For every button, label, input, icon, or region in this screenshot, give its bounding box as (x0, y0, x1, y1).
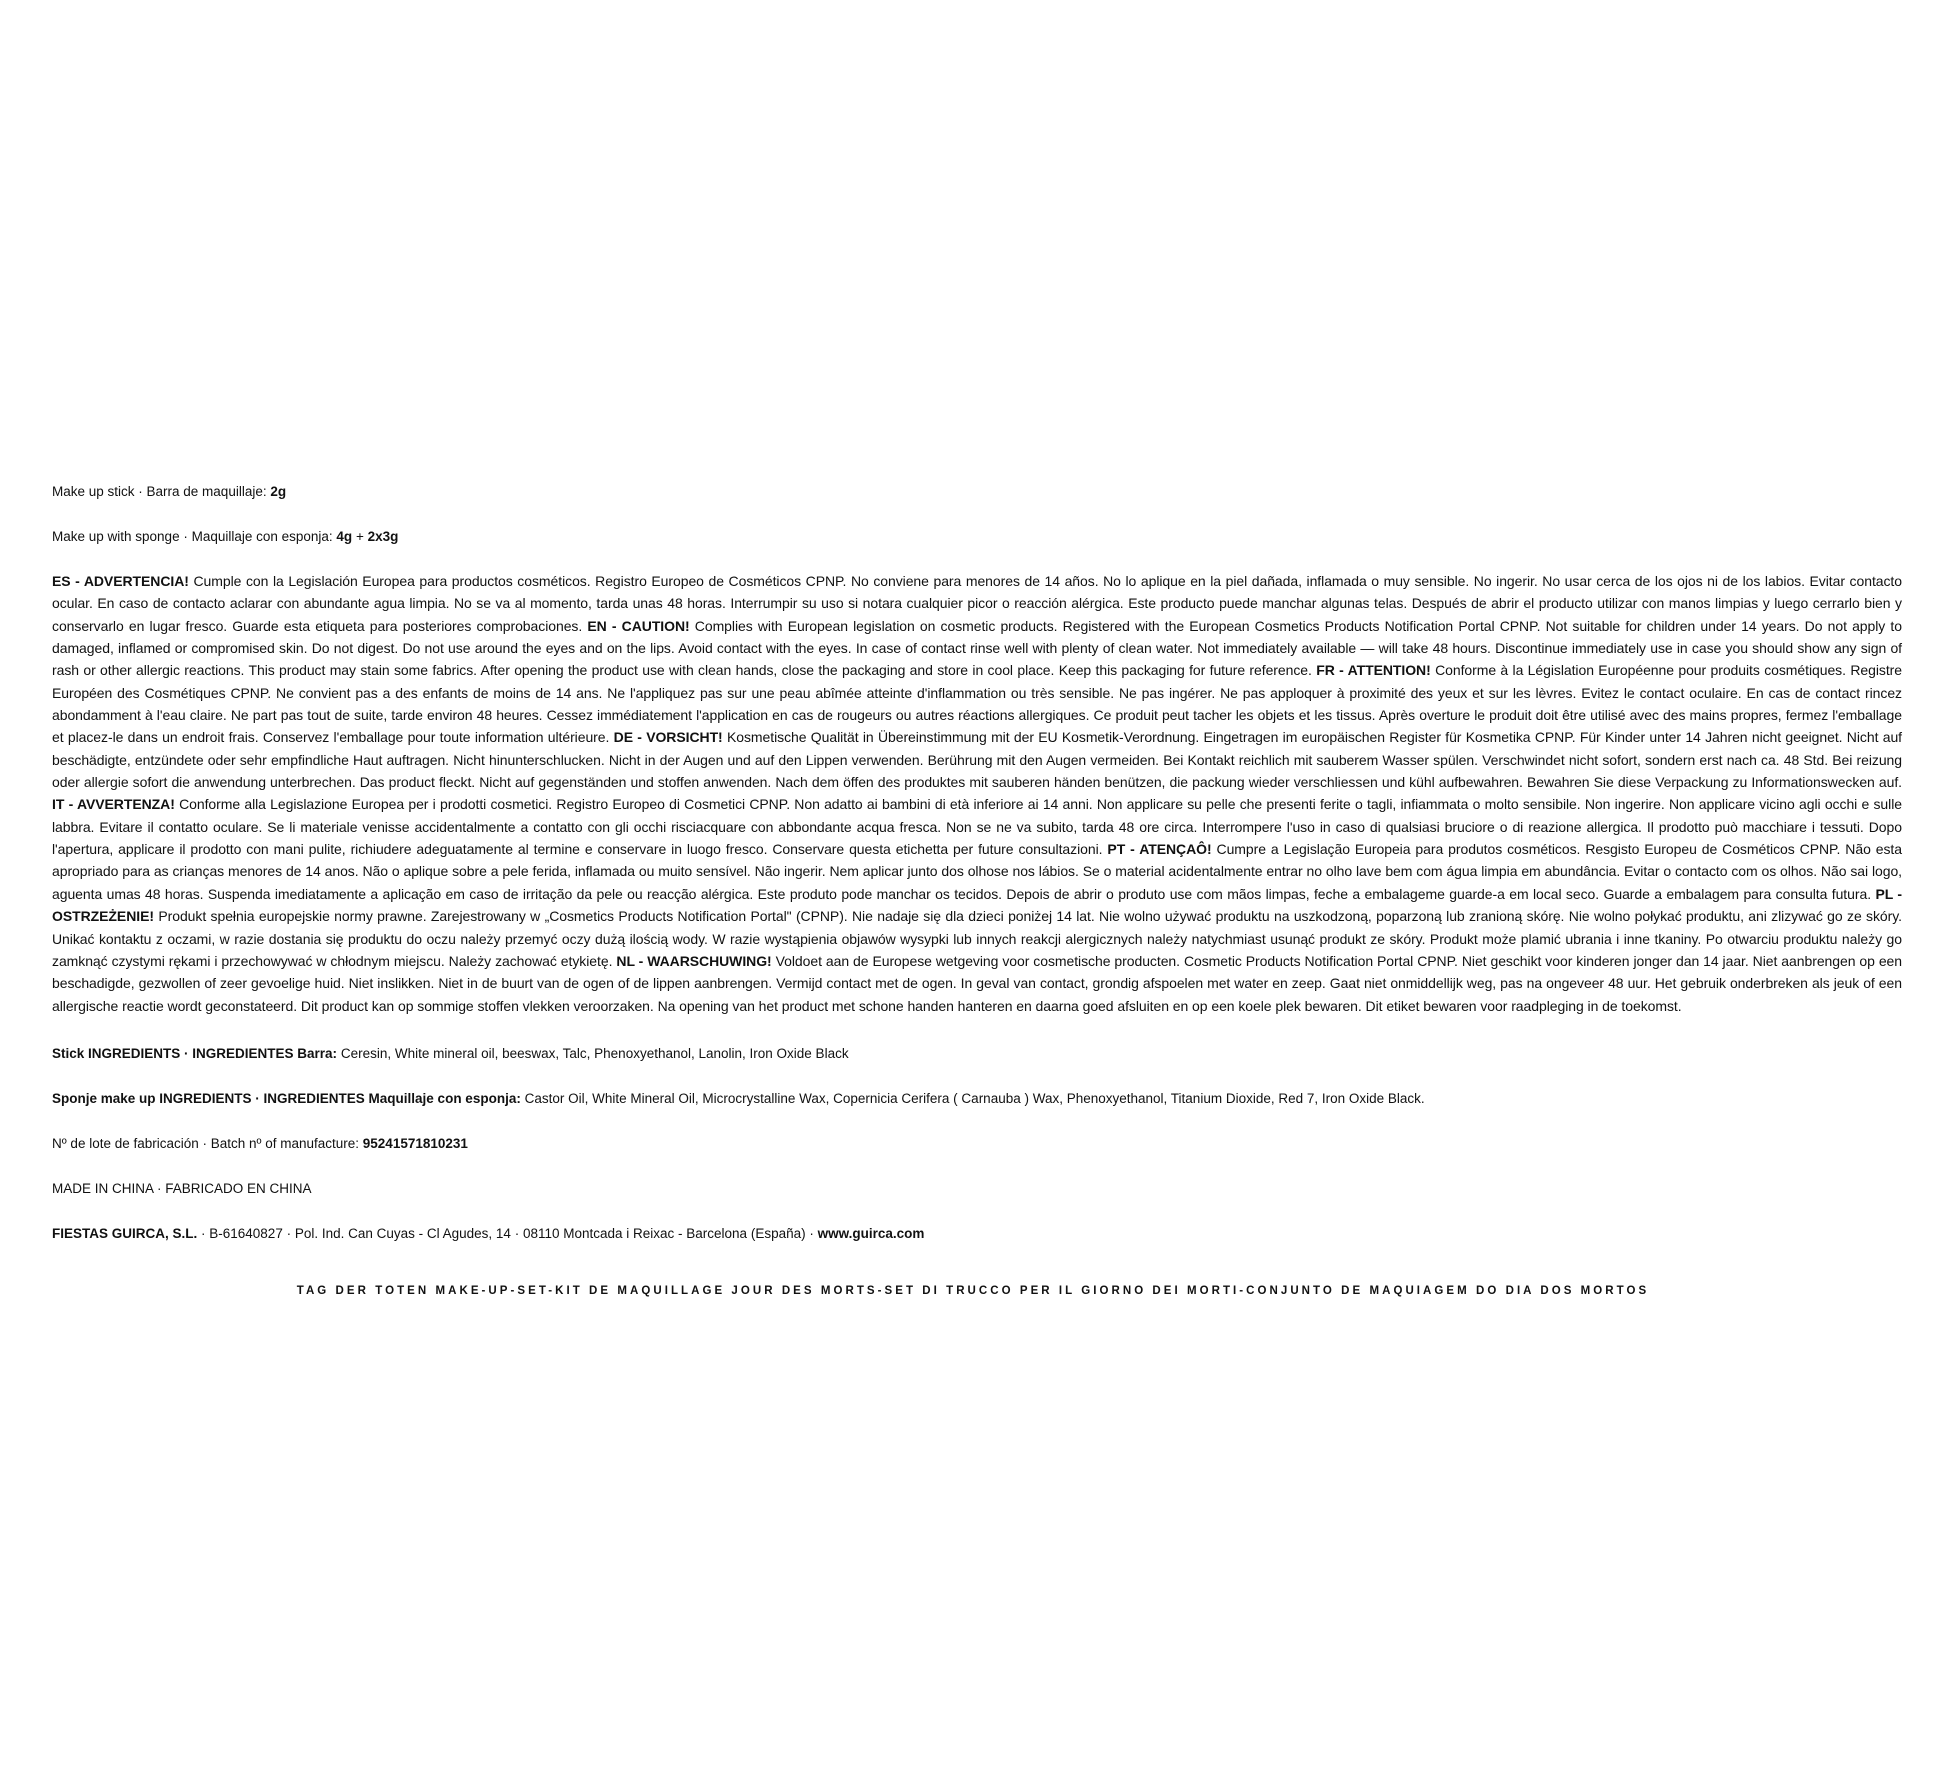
stick-ingredients-line (52, 1045, 849, 1063)
warning-text-pt: Cumpre a Legislação Europeia para produtos cosméticos. Resgisto Europeu de Cosméticos CPNP. Não esta apropriado para as crianças menores de 14 anos. Não o aplique sobre a pele ferida, inflamada ou muito sensível. Não ingerir. Nem aplicar junto dos olhose nos lábios. Se o material acidentalmente entrar no olho lave bem com água limpia em abundância. Evitar o contacto com os olhos. Não sai logo, aguenta umas 48 horas. Suspenda imediatamente a aplicação em caso de irritação da pele ou reacção alérgica. Este produto pode manchar os tecidos. Depois de abrir o produto use com mãos limpas, feche a embalageme guarde-a em local seco. Guarde a embalagem para consulta futura. (52, 841, 1902, 902)
sponge-ingredients-text: Castor Oil, White Mineral Oil, Microcrystalline Wax, Copernicia Cerifera ( Carnauba ) Wax, Phenoxyethanol, Titanium Dioxide, Red 7, Iron Oxide Black. (520, 1091, 1425, 1106)
company-address: · B-61640827 · Pol. Ind. Can Cuyas - Cl Agudes, 14 · 08110 Montcada i Reixac - Barcelona (España) · (197, 1226, 818, 1241)
multilingual-warnings (52, 570, 1902, 1017)
warning-heading-nl: NL - WAARSCHUWING! (616, 952, 772, 969)
warning-heading-fr: FR - ATTENTION! (1316, 662, 1431, 679)
warning-text-en: Complies with European legislation on cosmetic products. Registered with the European Cosmetics Products Notification Portal CPNP. Not suitable for children under 14 years. Do not apply to damaged, inflamed or compromised skin. Do not digest. Do not use around the eyes and on the lips. Avoid contact with the eyes. In case of contact rinse well with plenty of clean water. Not immediately available — will take 48 hours. Discontinue immediately use in case you should show any sign of rash or other allergic reactions. This product may stain some fabrics. After opening the product use with clean hands, close the packaging and store in cool place. Keep this packaging for future reference. (52, 617, 1902, 679)
warning-heading-en: EN - CAUTION! (587, 617, 690, 634)
warning-text-it: Conforme alla Legislazione Europea per i prodotti cosmetici. Registro Europeo di Cosmetici CPNP. Non adatto ai bambini di età inferiore ai 14 anni. Non applicare su pelle che presenti ferite o tagli, infiammata o molto sensibile. Non ingerire. Non applicare vicino agli occhi e sulle labbra. Evitare il contatto oculare. Se li materiale venisse accidentalmente a contatto con gli occhi risciacquare con abbondante acqua fresca. Non se ne va subito, tarda 48 ore circa. Interrompere l'uso in caso di qualsiasi bruciore o di reazione allergica. Il prodotto può macchiare i tessuti. Dopo l'apertura, applicare il prodotto con mani pulite, richiudere adeguatamente al termine e conservare in luogo fresco. Conservare questa etichetta per future consultazioni. (52, 796, 1902, 858)
batch-label: Nº de lote de fabricación · Batch nº of manufacture: (52, 1136, 363, 1151)
warning-text-de: Kosmetische Qualität in Übereinstimmung mit der EU Kosmetik-Verordnung. Eingetragen im europäischen Register für Kosmetika CPNP. Für Kinder unter 14 Jahren nicht geeignet. Nicht auf beschädigte, entzündete oder sehr empfindliche Haut auftragen. Nicht hinunterschlucken. Nicht in der Augen und auf den Lippen verwenden. Berührung mit den Augen vermeiden. Bei Kontakt reichlich mit sauberem Wasser spülen. Verschwindet nicht sofort, sondern erst nach ca. 48 Std. Bei reizung oder allergie sofort die anwendung unterbrechen. Das product fleckt. Nicht auf gegenständen und stoffen anwenden. Nach dem öffen des produktes mit sauberen händen benützen, die packung wieder verschliessen und kühl aufbewahren. Bewahren Sie diese Verpackung zu Informationswecken auf. (52, 729, 1903, 791)
warning-heading-pt: PT - ATENÇAÔ! (1107, 841, 1212, 858)
company-name: FIESTAS GUIRCA, S.L. (52, 1226, 198, 1241)
company-website: www.guirca.com (817, 1226, 925, 1241)
sponge-weight-plus: + (352, 529, 368, 544)
warning-text-fr: Conforme à la Législation Européenne pour produits cosmétiques. Registre Européen des Cosmétiques CPNP. Ne convient pas a des enfants de moins de 14 ans. Ne l'appliquez pas sur une peau abîmée atteinte d'inflammation ou très sensible. Ne pas ingérer. Ne pas apploquer à proximité des yeux et sur les lèvres. Evitez le contact oculaire. En cas de contact rincez abondamment à l'eau claire. Ne part pas tout de suite, tarde environ 48 heures. Cessez immédiatement l'application en cas de rougeurs ou autres réactions allergiques. Ce produit peut tacher les objets et les tissus. Après overture le produit doit être utilisé avec des mains propres, fermez l'emballage et placez-le dans un endroit frais. Conservez l'emballage pour toute information ultérieure. (52, 662, 1902, 746)
stick-ingredients-heading: Stick INGREDIENTS · INGREDIENTES Barra: (52, 1046, 338, 1061)
stick-weight-label: Make up stick · Barra de maquillaje: (52, 484, 271, 499)
sponge-weight-value-a: 4g (336, 529, 353, 544)
stick-weight-value: 2g (270, 484, 287, 499)
warning-text-pl: Produkt spełnia europejskie normy prawne. Zarejestrowany w „Cosmetics Products Notification Portal" (CPNP). Nie nadaje się dla dzieci poniżej 14 lat. Nie wolno używać produktu na uszkodzoną, poparzoną lub zranioną skórę. Nie wolno połykać produktu, ani zlizywać go ze skóry. Unikać kontaktu z oczami, w razie dostania się produktu do oczu należy przemyć oczy dużą ilością wody. W razie wystąpienia objawów wysypki lub innych reakcji alergicznych należy natychmiast usunąć produkt ze skóry. Produkt może plamić ubrania i inne tkaniny. Po otwarciu produktu należy go zamknąć czystymi rękami i przechowywać w chłodnym miejscu. Należy zachować etykietę. (52, 908, 1902, 969)
company-line (52, 1225, 924, 1243)
warning-heading-it: IT - AVVERTENZA! (52, 796, 175, 813)
product-title: TAG DER TOTEN MAKE-UP-SET-KIT DE MAQUILLAGE JOUR DES MORTS-SET DI TRUCCO PER IL GIORNO DEI MORTI-CONJUNTO DE MAQUIAGEM DO DIA DOS MORTOS (296, 1285, 1650, 1297)
warning-heading-pl: PL - OSTRZEŻENIE! (52, 885, 1902, 925)
warning-text-es: Cumple con la Legislación Europea para productos cosméticos. Registro Europeo de Cosméticos CPNP. No conviene para menores de 14 años. No lo aplique en la piel dañada, inflamada o muy sensible. No ingerir. No usar cerca de los ojos ni de los labios. Evitar contacto ocular. En caso de contacto aclarar con abundante agua limpia. No se va al momento, tarda unas 48 horas. Interrumpir su uso si notara cualquier picor o reacción alérgica. Este producto puede manchar algunas telas. Después de abrir el producto utilizar con manos limpias y luego cerrarlo bien y conservarlo en lugar fresco. Guarde esta etiqueta para posteriores comprobaciones. (52, 573, 1902, 634)
sponge-weight-value-b: 2x3g (367, 529, 399, 544)
sponge-ingredients-heading: Sponje make up INGREDIENTS · INGREDIENTES Maquillaje con esponja: (52, 1091, 521, 1106)
warning-heading-de: DE - VORSICHT! (613, 729, 723, 746)
warning-heading-es: ES - ADVERTENCIA! (52, 573, 189, 589)
stick-ingredients-text: Ceresin, White mineral oil, beeswax, Talc, Phenoxyethanol, Lanolin, Iron Oxide Black (337, 1046, 849, 1061)
warning-text-nl: Voldoet aan de Europese wetgeving voor cosmetische producten. Cosmetic Products Notification Portal CPNP. Niet geschikt voor kinderen jonger dan 14 jaar. Niet aanbrengen op een beschadigde, gezwollen of zeer gevoelige huid. Niet inslikken. Niet in de buurt van de ogen of de lippen aanbrengen. Vermijd contact met de ogen. In geval van contact, grondig afspoelen met water en zeep. Gaat niet onmiddellijk weg, pas na ongeveer 48 uur. Het gebruik onderbreken als jeuk of een allergische reactie wordt geconstateerd. Dit product kan op sommige stoffen vlekken veroorzaken. Na opening van het product met schone handen hanteren en daarna goed afsluiten en op een koele plek bewaren. Dit etiket bewaren voor raadpleging in de toekomst. (52, 952, 1903, 1014)
origin-line: MADE IN CHINA · FABRICADO EN CHINA (52, 1181, 312, 1196)
sponge-weight-label: Make up with sponge · Maquillaje con esponja: (52, 529, 337, 544)
batch-number: 95241571810231 (362, 1136, 468, 1151)
sponge-ingredients-line (52, 1090, 1425, 1108)
stick-weight-line (52, 483, 286, 501)
sponge-weight-line (52, 528, 398, 546)
batch-line (52, 1135, 468, 1153)
